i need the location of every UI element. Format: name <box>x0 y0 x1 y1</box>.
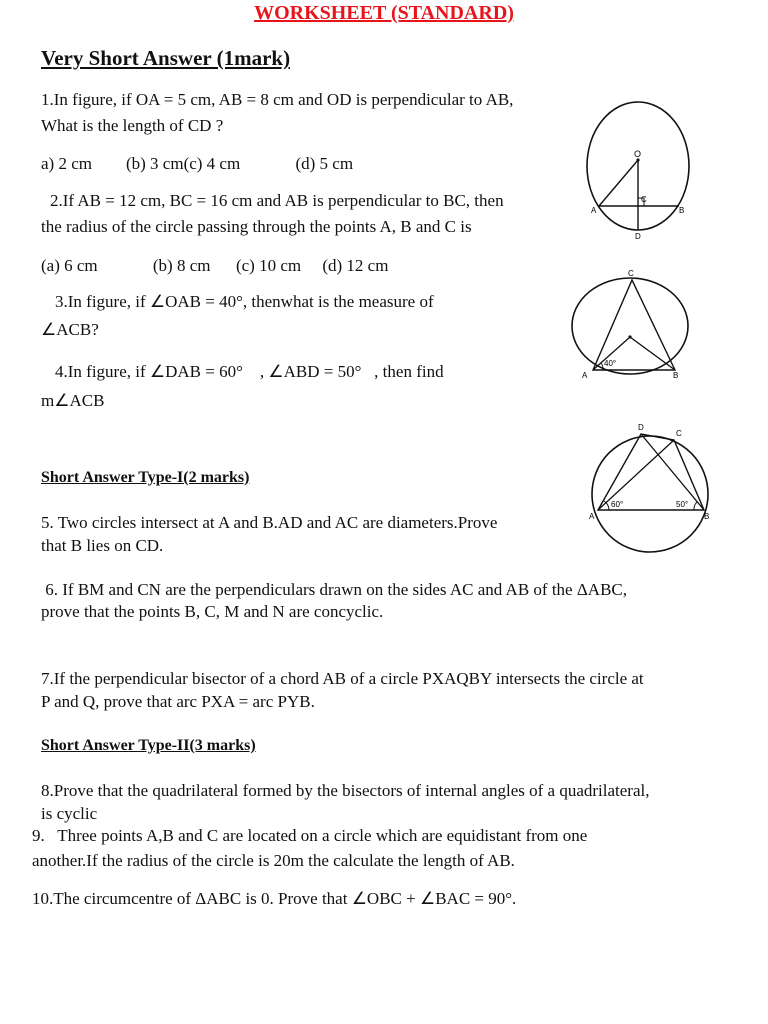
figure-3-diagonal-bd <box>641 434 704 510</box>
question-8-line-1: 8.Prove that the quadrilateral formed by the bisectors of internal angles of a quadrilateral, <box>41 781 650 800</box>
question-1-line-1: 1.In figure, if OA = 5 cm, AB = 8 cm and OD is perpendicular to AB, <box>41 90 514 109</box>
figure-3-label-c: C <box>676 429 682 438</box>
section-heading-very-short: Very Short Answer (1mark) <box>41 46 291 70</box>
figure-3-label-a: A <box>589 512 595 521</box>
figure-1-label-a: A <box>591 206 597 215</box>
question-2-line-2: the radius of the circle passing through the points A, B and C is <box>41 217 472 236</box>
figure-1-label-b: B <box>679 206 685 215</box>
question-3-line-1: 3.In figure, if ∠OAB = 40°, thenwhat is the measure of <box>55 292 434 311</box>
question-4-line-2: m∠ACB <box>41 391 105 410</box>
question-8-line-2: is cyclic <box>41 804 98 823</box>
question-5-line-1: 5. Two circles intersect at A and B.AD and AC are diameters.Prove <box>41 513 498 532</box>
question-9-line-2: another.If the radius of the circle is 20m the calculate the length of AB. <box>32 851 515 870</box>
figure-2-label-c: C <box>628 269 634 278</box>
question-10: 10.The circumcentre of ΔABC is 0. Prove that ∠OBC + ∠BAC = 90°. <box>32 889 517 908</box>
figure-2-label-b: B <box>673 371 679 380</box>
question-3-line-2: ∠ACB? <box>41 320 99 339</box>
figure-2-segment-ob <box>630 337 675 370</box>
question-2-options: (a) 6 cm (b) 8 cm (c) 10 cm (d) 12 cm <box>41 256 389 275</box>
figure-3-label-d: D <box>638 423 644 432</box>
question-2-line-1: 2.If AB = 12 cm, BC = 16 cm and AB is perpendicular to BC, then <box>50 191 504 210</box>
section-heading-short-2: Short Answer Type-II(3 marks) <box>41 737 256 754</box>
figure-1-segment-oa <box>599 160 638 206</box>
figure-2-angle-label: 40° <box>604 359 617 368</box>
question-7-line-1: 7.If the perpendicular bisector of a chord AB of a circle PXAQBY intersects the circle at <box>41 669 644 688</box>
figure-3-diagonal-ac <box>598 440 674 510</box>
figure-1-label-c: C <box>641 195 647 204</box>
figure-2-center-point <box>628 335 631 338</box>
figure-3-angle-label-b: 50° <box>676 500 689 509</box>
figure-3-cyclic-quadrilateral <box>584 420 718 556</box>
question-5-line-2: that B lies on CD. <box>41 536 164 555</box>
figure-3-angle-label-a: 60° <box>611 500 624 509</box>
figure-2-label-a: A <box>582 371 588 380</box>
question-6-line-2: prove that the points B, C, M and N are concyclic. <box>41 602 384 621</box>
question-6-line-1: 6. If BM and CN are the perpendiculars drawn on the sides AC and AB of the ΔABC, <box>41 580 627 599</box>
figure-3-label-b: B <box>704 512 710 521</box>
question-9-line-1: 9. Three points A,B and C are located on a circle which are equidistant from one <box>32 826 588 845</box>
figure-2-inscribed-triangle <box>566 266 700 384</box>
figure-2-triangle-abc <box>593 280 675 370</box>
figure-1-circle-chord <box>582 98 698 246</box>
question-7-line-2: P and Q, prove that arc PXA = arc PYB. <box>41 692 315 711</box>
worksheet-title: WORKSHEET (STANDARD) <box>254 2 514 24</box>
section-heading-short-1: Short Answer Type-I(2 marks) <box>41 469 250 486</box>
question-1-options: a) 2 cm (b) 3 cm(c) 4 cm (d) 5 cm <box>41 154 354 173</box>
question-4-line-1: 4.In figure, if ∠DAB = 60° , ∠ABD = 50° , then find <box>55 362 444 381</box>
figure-3-angle-arc-b <box>694 502 697 510</box>
question-1-line-2: What is the length of CD ? <box>41 116 224 135</box>
figure-1-label-d: D <box>635 232 641 241</box>
figure-1-label-o: O <box>634 149 642 159</box>
